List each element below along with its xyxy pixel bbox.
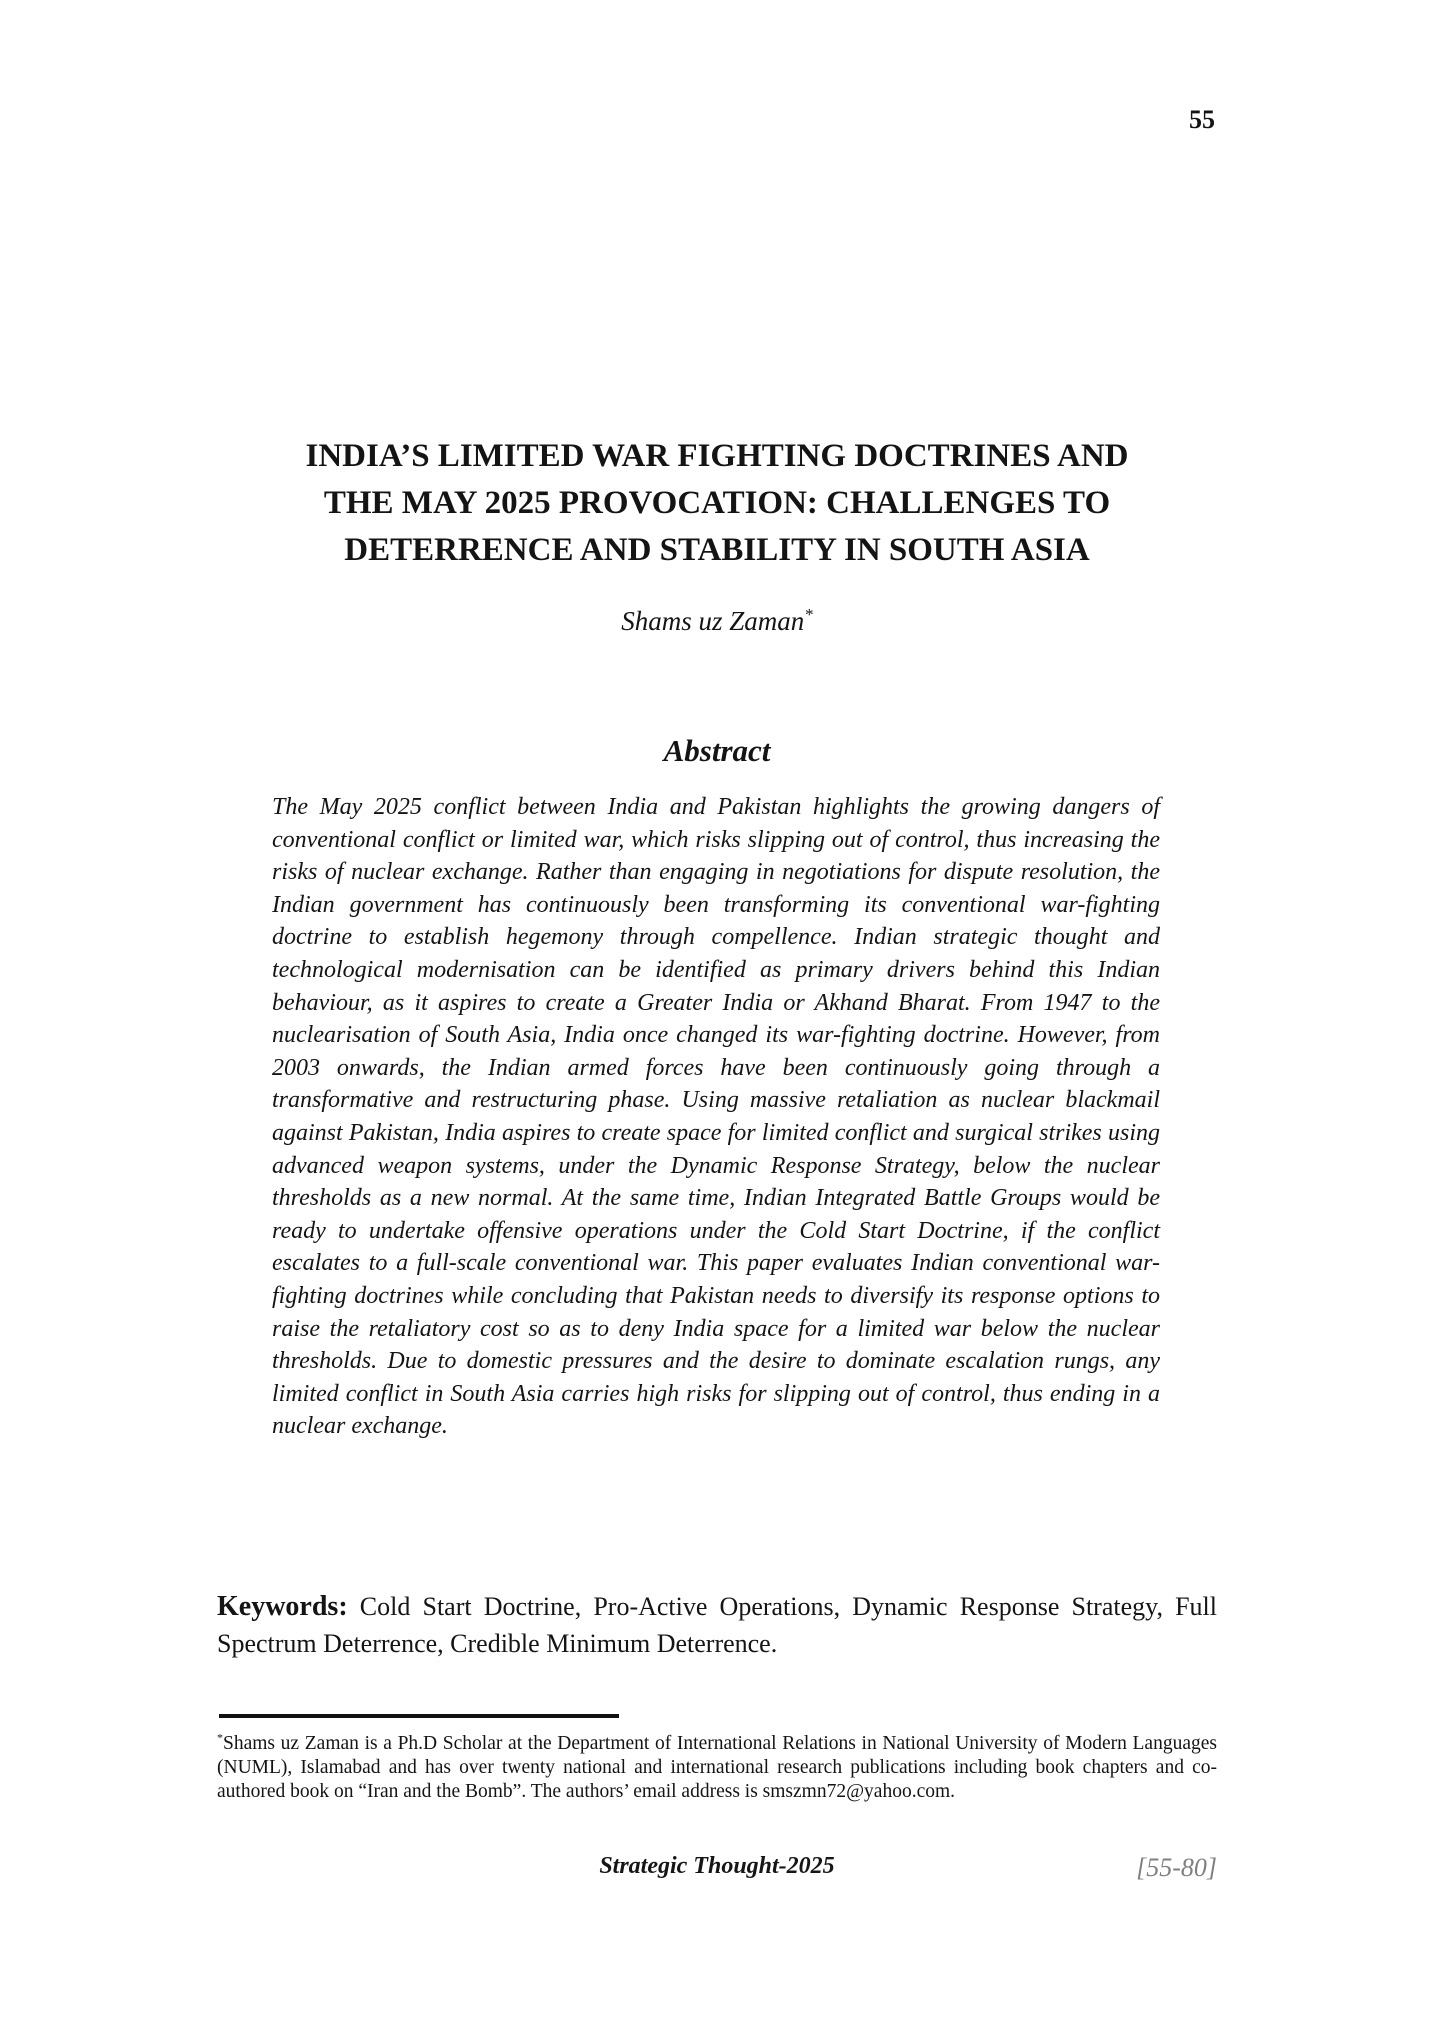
keywords-label: Keywords: xyxy=(217,1591,348,1622)
footnote-body: Shams uz Zaman is a Ph.D Scholar at the Department of International Relations in National University of Modern Languages (NUML), Islamabad and has over twenty national and international research publications including book chapters and co-authored book on “Iran and the Bomb”. The authors’ email address is smszmn72@yahoo.com. xyxy=(217,1733,1217,1802)
keywords-text: Cold Start Doctrine, Pro-Active Operations, Dynamic Response Strategy, Full Spectrum Deterrence, Credible Minimum Deterrence. xyxy=(217,1592,1217,1658)
paper-title-line-1: INDIA’S LIMITED WAR FIGHTING DOCTRINES AND xyxy=(305,438,1129,474)
footnote-mark: * xyxy=(217,1730,223,1745)
author-byline xyxy=(217,606,1217,637)
page-footer xyxy=(217,1853,1217,1893)
page-number: 55 xyxy=(1189,105,1215,134)
paper-title-line-3: DETERRENCE AND STABILITY IN SOUTH ASIA xyxy=(344,532,1090,568)
paper-title-line-2: THE MAY 2025 PROVOCATION: CHALLENGES TO xyxy=(323,485,1111,521)
footnote-text xyxy=(217,1732,1217,1804)
footer-page-range: [55-80] xyxy=(1136,1853,1217,1882)
paper-title xyxy=(217,433,1217,574)
keywords-paragraph xyxy=(217,1588,1217,1662)
author-name: Shams uz Zaman xyxy=(621,606,805,636)
abstract-heading: Abstract xyxy=(663,733,771,768)
abstract-text: The May 2025 conflict between India and Pakistan highlights the growing dangers of conventional conflict or limited war, which risks slipping out of control, thus increasing the risks of nuclear exchange. Rather than engaging in negotiations for dispute resolution, the Indian government has continuously been transforming its conventional war-fighting doctrine to establish hegemony through compellence. Indian strategic thought and technological modernisation can be identified as primary drivers behind this Indian behaviour, as it aspires to create a Greater India or Akhand Bharat. From 1947 to the nuclearisation of South Asia, India once changed its war-fighting doctrine. However, from 2003 onwards, the Indian armed forces have been continuously going through a transformative and restructuring phase. Using massive retaliation as nuclear blackmail against Pakistan, India aspires to create space for limited conflict and surgical strikes using advanced weapon systems, under the Dynamic Response Strategy, below the nuclear thresholds as a new normal. At the same time, Indian Integrated Battle Groups would be ready to undertake offensive operations under the Cold Start Doctrine, if the conflict escalates to a full-scale conventional war. This paper evaluates Indian conventional war-fighting doctrines while concluding that Pakistan needs to diversify its response options to raise the retaliatory cost so as to deny India space for a limited war below the nuclear thresholds. Due to domestic pressures and the desire to dominate escalation rungs, any limited conflict in South Asia carries high risks for slipping out of control, thus ending in a nuclear exchange. xyxy=(272,794,1160,1440)
author-footnote-mark: * xyxy=(804,605,813,624)
footnote-separator-rule xyxy=(219,1714,619,1718)
footer-journal-title: Strategic Thought-2025 xyxy=(599,1853,835,1879)
